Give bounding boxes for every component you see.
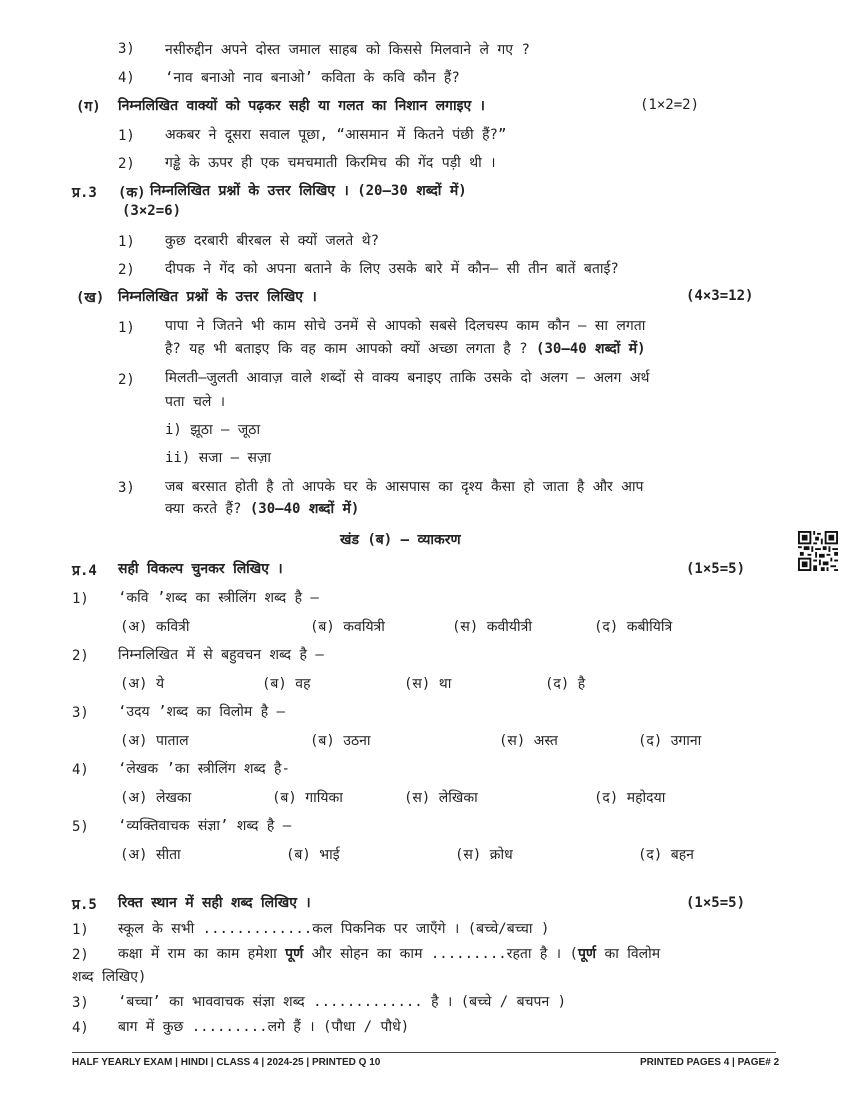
q5-item-2-line2: शब्द लिखिए) [72, 969, 147, 985]
section-ga-label: (ग) [76, 99, 101, 115]
q4-item-3-option-a: (अ) पाताल [120, 733, 189, 749]
q5-item-3-text: ‘बच्चा’ का भाववाचक संज्ञा शब्द ............. है । (बच्चे / बचपन ) [118, 994, 567, 1010]
footer-exam-info: HALF YEARLY EXAM | HINDI | CLASS 4 | 2024-25 | PRINTED Q 10 [72, 1057, 381, 1068]
q3-part-ka: (क) [118, 185, 146, 201]
section-ga-item-1-number: 1) [118, 128, 135, 144]
q4-item-2-option-b: (ब) वह [262, 676, 311, 692]
q2-item-4-text: ‘नाव बनाओ नाव बनाओ’ कविता के कवि कौन हैं? [165, 70, 460, 86]
section-kha-item-1-line2-text: है? यह भी बताइए कि वह काम आपको क्यों अच्छा लगता है ? [165, 341, 528, 357]
section-kha-item-1-word-limit: (30–40 शब्दों में) [536, 341, 646, 357]
q4-item-4-option-d: (द) महोदया [594, 790, 666, 806]
q5-item-2-line1 [118, 944, 660, 963]
section-ga-item-1-text: अकबर ने दूसरा सवाल पूछा, “आसमान में कितने पंछी हैं?” [165, 127, 507, 143]
q4-item-5-option-a: (अ) सीता [120, 847, 181, 863]
q5-number: प्र.5 [72, 897, 97, 913]
section-kha-item-1-number: 1) [118, 320, 135, 336]
section-kha-item-3-word-limit: (30–40 शब्दों में) [249, 501, 360, 517]
q4-item-3-option-c: (स) अस्त [499, 733, 558, 749]
q4-item-3-text: ‘उदय ’शब्द का विलोम है – [118, 704, 285, 720]
q4-title: सही विकल्प चुनकर लिखिए । [118, 561, 283, 577]
q4-item-4-option-b: (ब) गायिका [272, 790, 343, 806]
q4-item-5-option-b: (ब) भाई [286, 847, 340, 863]
q4-item-1-number: 1) [72, 591, 89, 607]
q3-item-1-text: कुछ दरबारी बीरबल से क्यों जलते थे? [165, 233, 380, 249]
q3-item-2-text: दीपक ने गेंद को अपना बताने के लिए उसके बारे में कौन– सी तीन बातें बताई? [165, 261, 619, 277]
q2-item-3-number: 3) [118, 41, 135, 57]
section-kha-item-2-line2: पता चले । [165, 394, 226, 410]
section-kha-item-3-number: 3) [118, 480, 135, 496]
q4-item-2-number: 2) [72, 648, 89, 664]
section-kha-item-2-pair-2: ii) सजा – सज़ा [165, 450, 271, 466]
section-kha-item-3-line1: जब बरसात होती है तो आपके घर के आसपास का दृश्य कैसा हो जाता है और आप [165, 479, 644, 495]
q4-item-4-text: ‘लेखक ’का स्त्रीलिंग शब्द है- [118, 761, 290, 777]
qr-code-icon [798, 531, 838, 571]
q4-item-1-option-d: (द) कबीयित्रि [594, 619, 673, 635]
section-kha-marks: (4×3=12) [686, 288, 754, 304]
section-kha-item-3-line2 [165, 499, 359, 518]
q5-item-2-bold-word-2: पूर्ण [577, 946, 597, 962]
q4-item-5-text: ‘व्यक्तिवाचक संज्ञा’ शब्द है – [118, 818, 292, 834]
q5-item-1-number: 1) [72, 922, 89, 938]
section-kha-item-2-line1: मिलती–जुलती आवाज़ वाले शब्दों से वाक्य बनाइए ताकि उसके दो अलग – अलग अर्थ [165, 370, 650, 386]
footer-page-info: PRINTED PAGES 4 | PAGE# 2 [640, 1057, 780, 1068]
section-ga-marks: (1×2=2) [640, 97, 700, 113]
q4-item-1-text: ‘कवि ’शब्द का स्त्रीलिंग शब्द है – [118, 590, 319, 606]
q4-item-4-number: 4) [72, 762, 89, 778]
q4-item-2-option-a: (अ) ये [120, 676, 165, 692]
q4-item-4-option-c: (स) लेखिका [404, 790, 478, 806]
section-kha-item-1-line1: पापा ने जितने भी काम सोचे उनमें से आपको सबसे दिलचस्प काम कौन – सा लगता [165, 318, 646, 334]
q5-item-2-text-c: का विलोम [596, 946, 661, 962]
footer-divider [72, 1052, 776, 1053]
q5-marks: (1×5=5) [686, 895, 746, 911]
section-kha-title: निम्नलिखित प्रश्नों के उत्तर लिखिए । [118, 289, 317, 305]
q5-item-1-text: स्कूल के सभी .............कल पिकनिक पर जाएँगे । (बच्चे/बच्चा ) [118, 921, 550, 937]
q4-item-1-option-a: (अ) कवित्री [120, 619, 190, 635]
q5-title: रिक्त स्थान में सही शब्द लिखिए । [118, 895, 311, 911]
q5-item-4-number: 4) [72, 1020, 89, 1036]
section-ga-title: निम्नलिखित वाक्यों को पढ़कर सही या गलत का निशान लगाइए । [118, 98, 485, 114]
q5-item-2-number: 2) [72, 947, 89, 963]
q4-item-4-option-a: (अ) लेखका [120, 790, 192, 806]
q3-number: प्र.3 [72, 185, 97, 201]
q4-item-3-option-b: (ब) उठना [310, 733, 371, 749]
q4-item-3-option-d: (द) उगाना [638, 733, 702, 749]
q3-marks: (3×2=6) [122, 203, 182, 219]
section-kha-label: (ख) [76, 290, 105, 306]
q2-item-4-number: 4) [118, 70, 135, 86]
q5-item-3-number: 3) [72, 995, 89, 1011]
q5-item-2-text-a: कक्षा में राम का काम हमेशा [118, 946, 286, 962]
section-kha-item-1-line2 [165, 339, 646, 358]
q4-item-5-option-c: (स) क्रोध [455, 847, 513, 863]
section-kha-item-2-pair-1: i) झूठा – जूठा [165, 422, 261, 438]
section-ga-item-2-number: 2) [118, 156, 135, 172]
q4-number: प्र.4 [72, 563, 97, 579]
q4-item-3-number: 3) [72, 705, 89, 721]
q5-item-2-bold-word-1: पूर्ण [285, 946, 304, 962]
q4-item-2-option-c: (स) था [404, 676, 452, 692]
q4-item-5-option-d: (द) बहन [638, 847, 694, 863]
q3-item-2-number: 2) [118, 262, 135, 278]
q4-item-5-number: 5) [72, 819, 89, 835]
q4-marks: (1×5=5) [686, 561, 746, 577]
q5-item-4-text: बाग में कुछ .........लगे हैं । (पौधा / पौधे) [118, 1019, 410, 1035]
q2-item-3-text: नसीरुद्दीन अपने दोस्त जमाल साहब को किससे मिलवाने ले गए ? [165, 42, 530, 58]
q3-title: निम्नलिखित प्रश्नों के उत्तर लिखिए । (20–30 शब्दों में) [150, 183, 467, 199]
section-kha-item-2-number: 2) [118, 372, 135, 388]
q4-item-1-option-b: (ब) कवयित्री [310, 619, 385, 635]
q3-item-1-number: 1) [118, 234, 135, 250]
q4-item-2-text: निम्नलिखित में से बहुवचन शब्द है – [118, 647, 324, 663]
q5-item-2-text-b: और सोहन का काम .........रहता है । ( [303, 946, 578, 962]
section-ga-item-2-text: गड्ढे के ऊपर ही एक चमचमाती किरमिच की गेंद पड़ी थी । [165, 155, 496, 171]
q4-item-1-option-c: (स) कवीयीत्री [452, 619, 533, 635]
section-b-heading: खंड (ब) – व्याकरण [340, 532, 461, 548]
q4-item-2-option-d: (द) है [545, 676, 586, 692]
section-kha-item-3-line2-text: क्या करते हैं? [165, 501, 242, 517]
